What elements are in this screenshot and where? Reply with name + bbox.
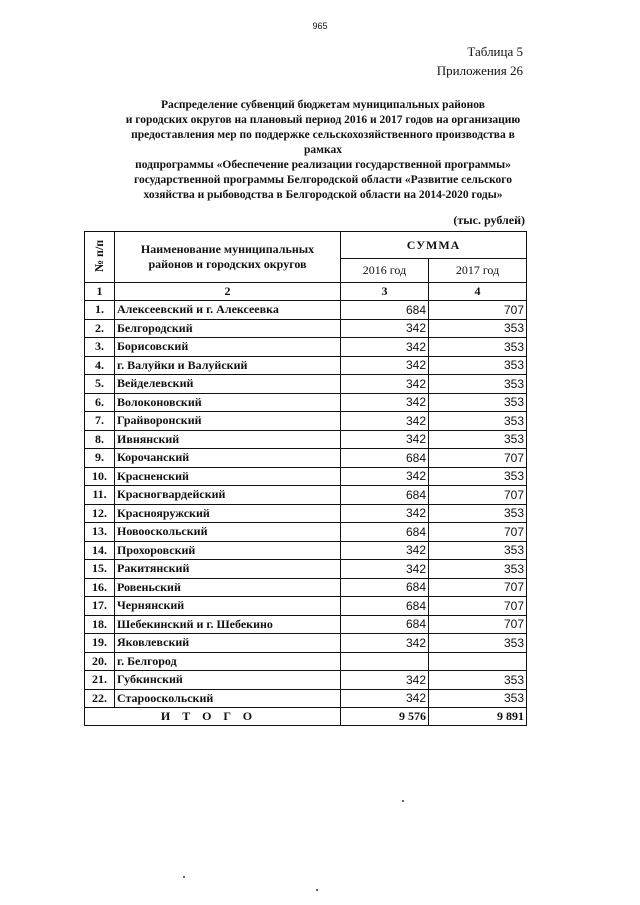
table-row [85, 356, 527, 375]
row-value-2017: 353 [429, 319, 527, 338]
row-name: Ивнянский [115, 430, 341, 449]
table-row [85, 319, 527, 338]
row-name: Борисовский [115, 338, 341, 357]
row-number: 13. [85, 523, 115, 542]
header-num: № п/п [92, 239, 106, 272]
row-value-2017: 707 [429, 301, 527, 320]
table-row [85, 449, 527, 468]
row-name: Ракитянский [115, 560, 341, 579]
row-number: 21. [85, 671, 115, 690]
row-value-2017: 707 [429, 523, 527, 542]
row-number: 18. [85, 615, 115, 634]
row-name: Чернянский [115, 597, 341, 616]
row-name: г. Белгород [115, 652, 341, 671]
row-name: Грайворонский [115, 412, 341, 431]
row-value-2017: 353 [429, 689, 527, 708]
row-value-2016: 342 [341, 671, 429, 690]
title-line: государственной программы Белгородской области «Развитие сельского [134, 174, 512, 186]
title-line: подпрограммы «Обеспечение реализации государственной программы» [135, 159, 511, 171]
row-value-2016: 684 [341, 615, 429, 634]
header-name-cell [115, 232, 341, 283]
row-number: 15. [85, 560, 115, 579]
row-value-2017: 707 [429, 449, 527, 468]
row-value-2016: 684 [341, 578, 429, 597]
header-year-2016: 2016 год [341, 259, 429, 283]
row-value-2017: 353 [429, 356, 527, 375]
row-number: 16. [85, 578, 115, 597]
row-name: Шебекинский и г. Шебекино [115, 615, 341, 634]
row-value-2017: 353 [429, 393, 527, 412]
table-row [85, 560, 527, 579]
page-number: 965 [312, 21, 328, 31]
row-number: 10. [85, 467, 115, 486]
row-number: 22. [85, 689, 115, 708]
row-number: 3. [85, 338, 115, 357]
table-row [85, 375, 527, 394]
row-value-2017 [429, 652, 527, 671]
row-name: Белгородский [115, 319, 341, 338]
row-value-2016 [341, 652, 429, 671]
row-name: Губкинский [115, 671, 341, 690]
row-value-2016: 342 [341, 356, 429, 375]
table-row [85, 541, 527, 560]
row-value-2017: 707 [429, 615, 527, 634]
row-number: 1. [85, 301, 115, 320]
table-row [85, 597, 527, 616]
row-value-2016: 342 [341, 412, 429, 431]
row-value-2017: 353 [429, 541, 527, 560]
row-value-2016: 684 [341, 523, 429, 542]
row-name: Алексеевский и г. Алексеевка [115, 301, 341, 320]
row-name: Волоконовский [115, 393, 341, 412]
scan-speck [402, 800, 404, 802]
row-number: 17. [85, 597, 115, 616]
table-label: Таблица 5 [467, 44, 523, 59]
row-value-2016: 342 [341, 430, 429, 449]
header-year-2017: 2017 год [429, 259, 527, 283]
row-name: Корочанский [115, 449, 341, 468]
scan-speck [316, 889, 318, 891]
table-row [85, 412, 527, 431]
index-cell: 1 [85, 283, 115, 301]
row-name: г. Валуйки и Валуйский [115, 356, 341, 375]
row-name: Ровеньский [115, 578, 341, 597]
row-value-2017: 353 [429, 560, 527, 579]
table-row [85, 523, 527, 542]
total-2017: 9 891 [429, 708, 527, 726]
subvention-table [84, 231, 527, 726]
row-value-2017: 707 [429, 578, 527, 597]
table-row [85, 486, 527, 505]
title-line: и городских округов на плановый период 2016 и 2017 годов на организацию [125, 114, 521, 126]
row-number: 4. [85, 356, 115, 375]
row-name: Красногвардейский [115, 486, 341, 505]
row-value-2016: 342 [341, 375, 429, 394]
row-value-2017: 353 [429, 671, 527, 690]
table-row [85, 652, 527, 671]
table-row [85, 578, 527, 597]
row-value-2016: 342 [341, 338, 429, 357]
table-row [85, 634, 527, 653]
row-value-2017: 707 [429, 486, 527, 505]
row-name: Краснояружский [115, 504, 341, 523]
row-value-2017: 353 [429, 338, 527, 357]
row-name: Новооскольский [115, 523, 341, 542]
row-value-2016: 342 [341, 319, 429, 338]
row-value-2016: 342 [341, 393, 429, 412]
row-value-2017: 353 [429, 375, 527, 394]
table-row [85, 615, 527, 634]
table-row [85, 689, 527, 708]
title-line: предоставления мер по поддержке сельскохозяйственного производства в рамках [131, 129, 515, 156]
header-sum: СУММА [341, 232, 527, 259]
row-number: 5. [85, 375, 115, 394]
row-value-2016: 342 [341, 689, 429, 708]
row-number: 12. [85, 504, 115, 523]
units-label: (тыс. рублей) [453, 213, 525, 227]
index-cell: 2 [115, 283, 341, 301]
row-value-2017: 707 [429, 597, 527, 616]
index-cell: 4 [429, 283, 527, 301]
table-row [85, 467, 527, 486]
row-value-2017: 353 [429, 412, 527, 431]
row-number: 2. [85, 319, 115, 338]
row-value-2017: 353 [429, 430, 527, 449]
header-num-cell [85, 232, 115, 283]
row-number: 8. [85, 430, 115, 449]
row-value-2017: 353 [429, 467, 527, 486]
row-number: 9. [85, 449, 115, 468]
row-number: 19. [85, 634, 115, 653]
document-title [112, 98, 534, 203]
row-number: 14. [85, 541, 115, 560]
row-value-2016: 342 [341, 541, 429, 560]
row-value-2016: 684 [341, 597, 429, 616]
row-number: 11. [85, 486, 115, 505]
table-row [85, 393, 527, 412]
table-row [85, 504, 527, 523]
row-value-2016: 684 [341, 486, 429, 505]
table-row [85, 338, 527, 357]
row-number: 20. [85, 652, 115, 671]
row-number: 7. [85, 412, 115, 431]
row-name: Яковлевский [115, 634, 341, 653]
row-name: Вейделевский [115, 375, 341, 394]
table-row [85, 430, 527, 449]
scan-speck [183, 876, 185, 878]
row-name: Старооскольский [115, 689, 341, 708]
row-value-2016: 342 [341, 467, 429, 486]
row-name: Прохоровский [115, 541, 341, 560]
row-value-2016: 342 [341, 504, 429, 523]
row-name: Красненский [115, 467, 341, 486]
row-number: 6. [85, 393, 115, 412]
appendix-label: Приложения 26 [436, 63, 523, 78]
header-name-line: Наименование муниципальных [140, 242, 315, 256]
row-value-2016: 684 [341, 449, 429, 468]
row-value-2016: 342 [341, 560, 429, 579]
row-value-2016: 342 [341, 634, 429, 653]
row-value-2017: 353 [429, 504, 527, 523]
title-line: Распределение субвенций бюджетам муниципальных районов [161, 99, 485, 111]
index-cell: 3 [341, 283, 429, 301]
title-line: хозяйства и рыбоводства в Белгородской области на 2014-2020 годы» [143, 189, 503, 201]
table-row [85, 671, 527, 690]
header-name-line: районов и городских округов [148, 257, 307, 271]
row-value-2016: 684 [341, 301, 429, 320]
total-2016: 9 576 [341, 708, 429, 726]
row-value-2017: 353 [429, 634, 527, 653]
table-row [85, 301, 527, 320]
total-label: ИТОГО [85, 708, 341, 726]
